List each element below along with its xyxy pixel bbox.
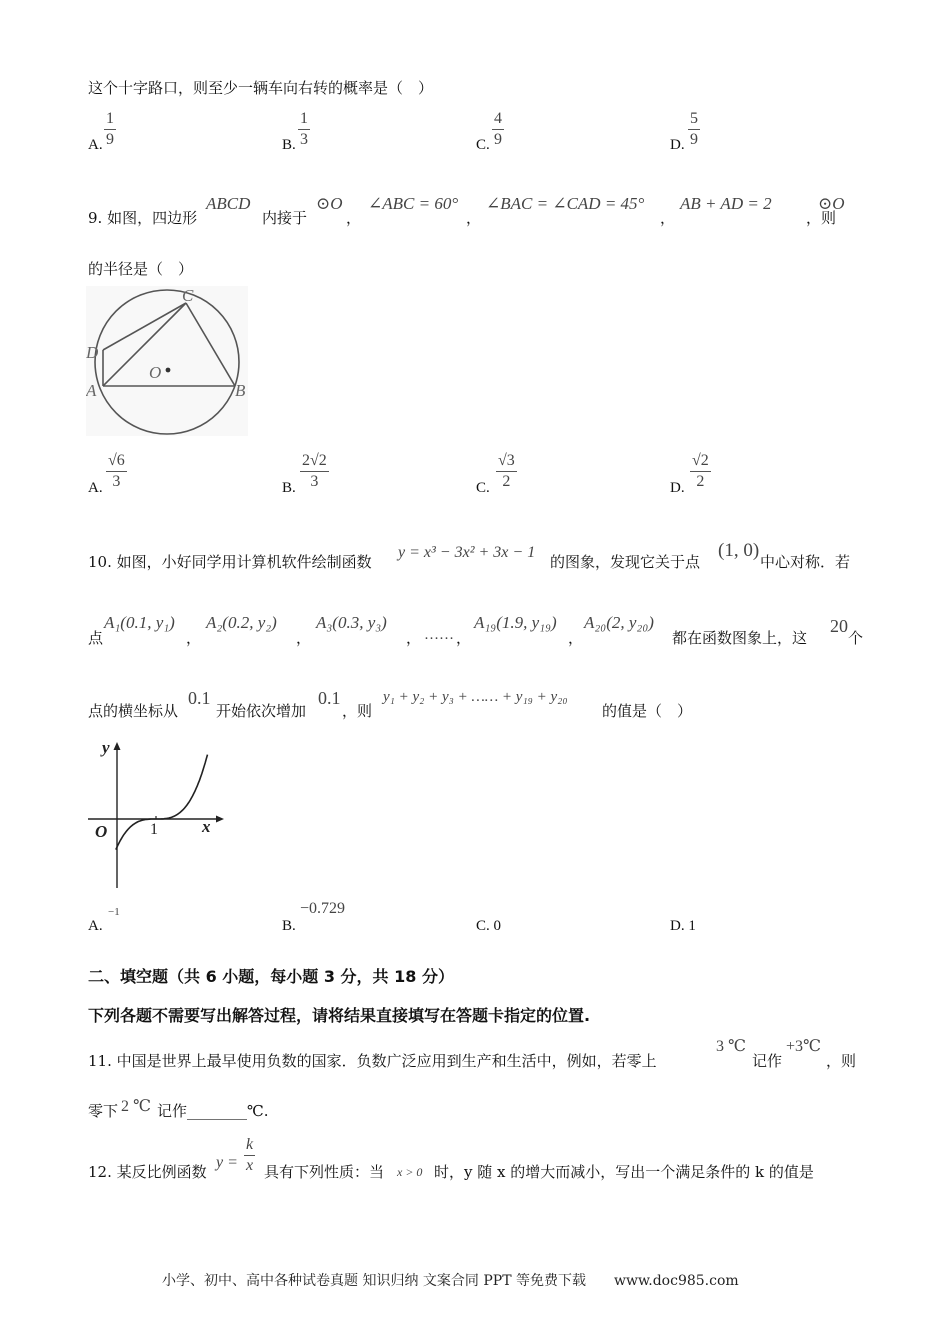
q11-then: ，则 bbox=[826, 1052, 857, 1070]
q12-mid2: 时，y 随 x 的增大而减小，写出一个满足条件的 k 的值是 bbox=[434, 1163, 814, 1181]
q11-line2-a: 零下 bbox=[88, 1102, 119, 1120]
q9-option-b-label: B. bbox=[282, 480, 296, 496]
q9-cond2: ∠BAC = ∠CAD = 45° bbox=[486, 194, 645, 213]
q10-point-a3: A₃(0.3, y₃) bbox=[316, 613, 387, 632]
q10-option-b-label: B. bbox=[282, 918, 296, 934]
q8-option-b-fraction: 1 3 bbox=[300, 110, 308, 148]
q11-line2-b: 记作________℃. bbox=[157, 1102, 269, 1120]
q10-start-value: 0.1 bbox=[188, 688, 211, 708]
q11-line1: 11. 中国是世界上最早使用负数的国家．负数广泛应用到生产和生活中，例如，若零上 bbox=[88, 1052, 657, 1070]
q12-func-fraction: k x bbox=[246, 1136, 254, 1174]
q9-then: ，则 bbox=[806, 209, 837, 227]
q12-func-lhs: y = bbox=[216, 1154, 238, 1171]
q9-figure-circle bbox=[86, 286, 248, 436]
q10-option-a-label: A. bbox=[88, 918, 103, 934]
q9-option-b-fraction: 2√2 3 bbox=[302, 452, 327, 490]
label-o: O bbox=[95, 822, 108, 841]
q9-line2: 的半径是（ ） bbox=[88, 260, 194, 278]
q10-line2-end: 个 bbox=[848, 629, 864, 647]
q9-option-d-fraction: √2 2 bbox=[692, 452, 709, 490]
q10-point-a19: A₁₉(1.9, y₁₉) bbox=[474, 613, 557, 632]
q10-mid: 的图象，发现它关于点 bbox=[550, 553, 701, 571]
q10-option-b-value: −0.729 bbox=[300, 900, 346, 917]
q9-prefix: 9. 如图，四边形 bbox=[88, 209, 198, 227]
q10-comma-2: ， bbox=[296, 629, 312, 647]
label-b: B bbox=[235, 381, 246, 400]
q9-comma-3: ， bbox=[660, 209, 676, 227]
q10-point-a2: A₂(0.2, y₂) bbox=[206, 613, 277, 632]
q10-count: 20 bbox=[830, 616, 848, 636]
q10-comma-4: ， bbox=[456, 629, 472, 647]
q9-option-c-label: C. bbox=[476, 480, 490, 496]
q8-option-c-label: C. bbox=[476, 137, 490, 153]
q10-line3-c: ，则 bbox=[342, 702, 373, 720]
q9-option-d-label: D. bbox=[670, 480, 685, 496]
label-1: 1 bbox=[150, 821, 158, 838]
q10-ellipsis: …… bbox=[424, 627, 454, 643]
q10-step-value: 0.1 bbox=[318, 688, 341, 708]
label-x: x bbox=[202, 817, 211, 836]
q10-comma-3: ， bbox=[406, 629, 422, 647]
cubic-curve bbox=[116, 755, 208, 850]
q11-record: 记作 bbox=[752, 1052, 783, 1070]
q8-option-d-label: D. bbox=[670, 137, 685, 153]
q8-stem: 这个十字路口，则至少一辆车向右转的概率是（ ） bbox=[88, 79, 434, 97]
section2-instruction: 下列各题不需要写出解答过程，请将结果直接填写在答题卡指定的位置. bbox=[88, 1006, 591, 1025]
q10-line2-start: 点 bbox=[88, 629, 104, 647]
q12-prefix: 12. 某反比例函数 bbox=[88, 1163, 207, 1181]
q8-option-a-label: A. bbox=[88, 137, 103, 153]
q9-comma-2: ， bbox=[466, 209, 482, 227]
q9-circle-1: ⊙O bbox=[316, 194, 343, 213]
y-axis-arrow bbox=[114, 742, 121, 750]
q10-point-a20: A₂₀(2, y₂₀) bbox=[584, 613, 654, 632]
q10-point-a1: A₁(0.1, y₁) bbox=[104, 613, 175, 632]
x-axis-arrow bbox=[216, 816, 224, 823]
q11-temp1: 3 ℃ bbox=[716, 1038, 746, 1055]
q11-temp3: 2 ℃ bbox=[121, 1098, 151, 1115]
q9-option-a-label: A. bbox=[88, 480, 103, 496]
q10-point: (1, 0) bbox=[718, 540, 760, 561]
q8-option-b-label: B. bbox=[282, 137, 296, 153]
q10-option-c: C. 0 bbox=[476, 918, 502, 934]
label-d: D bbox=[86, 343, 99, 362]
q10-function: y = x³ − 3x² + 3x − 1 bbox=[398, 544, 536, 561]
section2-title: 二、填空题（共 6 小题，每小题 3 分，共 18 分） bbox=[88, 967, 454, 986]
q9-cond3: AB + AD = 2 bbox=[680, 194, 772, 213]
q8-option-c-fraction: 4 9 bbox=[494, 110, 502, 148]
q9-option-c-fraction: √3 2 bbox=[498, 452, 515, 490]
q10-line3-b: 开始依次增加 bbox=[216, 702, 307, 720]
q12-condition: x > 0 bbox=[397, 1165, 423, 1179]
label-c: C bbox=[182, 286, 194, 305]
label-y: y bbox=[102, 738, 110, 757]
q9-quad: ABCD bbox=[206, 194, 251, 213]
q10-line3-a: 点的横坐标从 bbox=[88, 702, 179, 720]
label-o: O bbox=[149, 363, 162, 382]
label-a: A bbox=[86, 381, 97, 400]
page-footer: 小学、初中、高中各种试卷真题 知识归纳 文案合同 PPT 等免费下载 www.doc985.com bbox=[162, 1273, 739, 1289]
q10-tail: 中心对称．若 bbox=[760, 553, 851, 571]
q8-option-a-fraction: 1 9 bbox=[106, 110, 114, 148]
q10-sum: y₁ + y₂ + y₃ + …… + y₁₉ + y₂₀ bbox=[383, 689, 568, 705]
q10-line3-d: 的值是（ ） bbox=[602, 702, 693, 720]
center-point bbox=[166, 368, 171, 373]
q10-comma-1: ， bbox=[186, 629, 202, 647]
q9-cond1: ∠ABC = 60° bbox=[368, 194, 459, 213]
q9-option-a-fraction: √6 3 bbox=[108, 452, 125, 490]
q8-option-d-fraction: 5 9 bbox=[690, 110, 698, 148]
q9-inscribed: 内接于 bbox=[262, 209, 308, 227]
q10-option-d: D. 1 bbox=[670, 918, 696, 934]
q12-mid1: 具有下列性质：当 bbox=[264, 1163, 385, 1181]
q10-figure-graph bbox=[86, 738, 226, 892]
q10-line2-mid: 都在函数图象上，这 bbox=[672, 629, 808, 647]
q10-comma-5: ， bbox=[568, 629, 584, 647]
q9-comma-1: ， bbox=[346, 209, 362, 227]
q9-circle-2: ⊙O bbox=[818, 194, 845, 213]
q10-option-a-value: −1 bbox=[108, 906, 120, 918]
q11-temp2: +3℃ bbox=[786, 1038, 821, 1055]
q10-prefix: 10. 如图，小好同学用计算机软件绘制函数 bbox=[88, 553, 372, 571]
